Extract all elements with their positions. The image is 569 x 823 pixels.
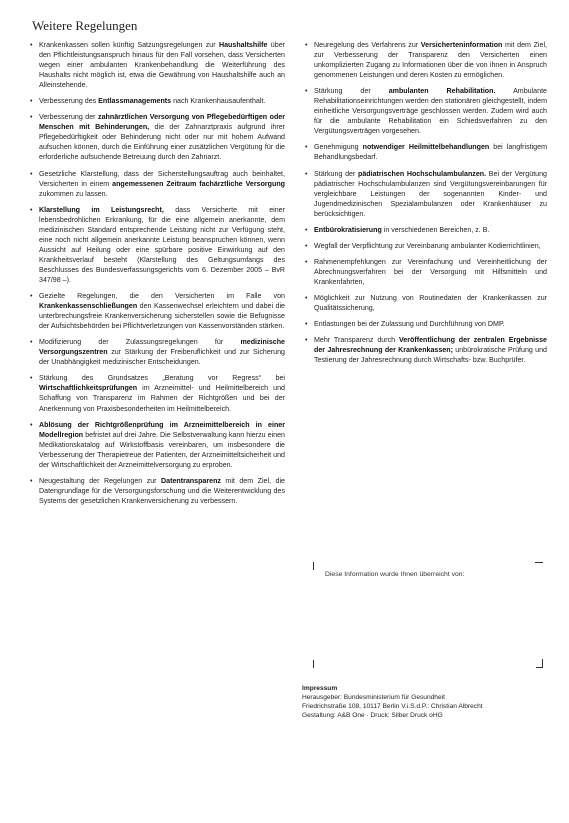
body-text: zukommen zu lassen. [39,189,108,198]
bullet-item [30,476,285,506]
bullet-item [30,373,285,413]
body-text: in verschiedenen Bereichen, z. B. [381,225,490,234]
impressum-address: Friedrichstraße 108, 10117 Berlin V.i.S.d.P.: Christian Albrecht [302,703,483,710]
body-text: Stärkung der [314,169,359,178]
bold-text: medizinische Versorgungszentren [39,338,285,357]
body-text: Gesetzliche Klarstellung, dass der Sicherstellungsauftrag auch beinhaltet, Versicherten in einem [39,169,285,188]
body-text: die der Zahnarztpraxis aufgrund ihrer Pflegebedürftigkeit oder Behinderung nicht oder nur mit hohem Aufwand aufsuchen können, durch die Einführung einer zusätzlichen Vergütung für die erforderliche aufsuchende Betreuung durch den Zahnarzt. [39,123,286,162]
body-text: Krankenkassen sollen künftig Satzungsregelungen zur [39,41,219,49]
body-text: über den Pflichtleistungsanspruch hinaus für den Fall vorsehen, dass Versicherten wegen einer ambulanten Krankenbehandlung die Weiterführung des Haushalts nicht möglich ist, etwa die Gewährung von Haushaltshilfe auch an Alleinstehende. [39,41,286,90]
distributor-label: Diese Information wurde Ihnen überreicht von: [325,571,465,578]
body-text: Ambulante Rehabilitationseinrichtungen werden den stationären gleichgestellt, indem einheitliche Versorgungsverträge geschlossen werden. Zudem wird auch für die ambulante Rehabilitation ein Schiedsverfahren zu den Vergütungsverträgen vorgesehen. [314,87,547,136]
bold-text: ambulanten Rehabilitation. [388,87,496,96]
bold-text: pädiatrischen Hochschulambulanzen. [358,169,487,178]
corner-mark [535,562,543,563]
impressum-heading: Impressum [302,685,338,692]
bold-text: notwendiger Heilmittelbehandlungen [362,143,490,152]
bullet-item [30,291,285,331]
bullet-item [30,337,285,367]
body-text: Gezielte Regelungen, die den Versicherten im Falle von [39,292,285,301]
bold-text: Entbürokratisierung [314,225,382,234]
right-column [305,40,547,371]
left-bullet-list [30,40,285,506]
body-text: Neugestaltung der Regelungen zur [39,476,162,485]
bullet-item [30,40,285,90]
bullet-item [305,169,547,219]
body-text: dass Versicherte mit einer lebensbedrohlichen Erkrankung, für die eine allgemein anerkannte, dem medizinischen Standard entsprechende Leistung nicht zur Verfügung steht, eine noch nicht allgemein anerkannte Leistung beanspruchen können, wenn Aussicht auf Heilung oder eine spürbare positive Einwirkung auf den Krankheitsverlauf besteht (Klarstellung des Geltungsumfangs des Beschlusses des Bundesverfassungsgerichts vom 6. Dezember 2005 – BvR 347/98 –). [39,205,285,284]
body-text: Wegfall der Verpflichtung zur Vereinbarung ambulanter Kodierrichtlinien, [314,241,541,250]
bullet-item [30,96,285,106]
body-text: Genehmigung [314,143,363,152]
body-text: den Kassenwechsel erleichtern und dabei die unterbrechungsfreie Krankenversicherung sicherstellen sowie die Befugnisse der Aufsichtsbehörden bei Pflichtverletzungen von Kassenvorständen stärken. [39,302,285,331]
body-text: Verbesserung der [39,113,99,122]
bold-text: Veröffentlichung der zentralen Ergebnisse der Jahresrechnung der Krankenkassen; [314,336,547,355]
impressum [302,684,542,720]
bullet-item [30,112,285,162]
bold-text: Klarstellung im Leistungsrecht, [39,205,164,214]
body-text: mit dem Ziel, zur Verbesserung der Transparenz den Versicherten einen unkomplizierten Zugang zu Informationen über die von ihnen in Anspruch genommenen Leistungen und deren Kosten zu ermöglichen. [314,41,547,80]
body-text: mit dem Ziel, die Datengrundlage für die Versorgungsforschung und die Weiterentwicklung des Systems der gesetzlichen Krankenversicherung zu verbessern. [39,476,285,505]
body-text: nach Krankenhausaufenthalt. [171,97,266,106]
body-text: Entlastungen bei der Zulassung und Durchführung von DMP. [314,320,505,329]
body-text: unbürokratische Prüfung und Testierung der Jahresrechnung durch Wirtschafts- bzw. Buchprüfer. [314,346,547,365]
bullet-item [305,40,547,80]
bullet-item [30,420,285,470]
distributor-stamp-box [313,562,543,668]
body-text: befristet auf drei Jahre. Die Selbstverwaltung kann hierzu einen Medikationskatalog auf Wirkstoffbasis vereinbaren, um insbesondere die Verbesserung der Therapietreue der Patienten, der Arzneimitteltsicherheit und der Wirtschaftlichkeit der Arzneimittelversorgung zu erproben. [39,430,285,469]
bullet-item [305,257,547,287]
body-text: im Arzneimittel- und Heilmittelbereich und Schaffung von Transparenz im Rahmen der Richtgrößen und bei der Anerkennung von Praxisbesonderheiten im Heilmittelbereich. [39,384,285,413]
body-text: zur Stärkung der Freiberuflichkeit und zur Sicherung der Unabhängigkeit medizinischer Entscheidungen. [39,348,285,367]
corner-mark [536,659,543,668]
bullet-item [305,335,547,365]
bullet-item [305,241,547,251]
body-text: Mehr Transparenz durch [314,336,399,345]
bold-text: Entlassmanagements [98,97,172,106]
bold-text: Ablösung der Richtgrößenprüfung im Arzneimittelbereich in einer Modellregion [39,420,285,439]
bold-text: Versicherteninformation [420,41,503,49]
bold-text: zahnärztlichen Versorgung von Pflegebedürftigen oder Menschen mit Behinderungen, [39,113,285,132]
body-text: Rahmenempfehlungen zur Vereinfachung und Vereinheitlichung der Abrechnungsverfahren bei der Versorgung mit Hilfsmitteln und Krankenfahrten, [314,257,547,286]
left-column [30,40,285,512]
bullet-item [30,205,285,285]
bullet-item [305,319,547,329]
section-title: Weitere Regelungen [32,18,138,33]
bullet-item [30,169,285,199]
body-text: Stärkung des Grundsatzes „Beratung vor Regress“ bei [39,374,285,383]
body-text: Stärkung der [314,87,389,96]
body-text: bei langfristigem Behandlungsbedarf. [314,143,547,162]
impressum-design: Gestaltung: A&B One · Druck: Silber Druck oHG [302,712,443,719]
bold-text: angemessenen Zeitraum fachärztliche Versorgung [112,179,285,188]
body-text: Modifizierung der Zulassungsregelungen für [39,338,241,347]
bullet-item [305,225,547,235]
bold-text: Haushaltshilfe [218,41,268,49]
bullet-item [305,86,547,136]
right-bullet-list [305,40,547,365]
body-text: Möglichkeit zur Nutzung von Routinedaten der Krankenkassen zur Qualitätssicherung, [314,293,547,313]
corner-mark [313,562,320,570]
bold-text: Krankenkassenschließungen [39,302,138,311]
bold-text: Datentransparenz [161,476,221,485]
bold-text: Wirtschaftlichkeitsprüfungen [39,384,138,393]
bullet-item [305,293,547,313]
bullet-item [305,142,547,162]
body-text: Bei der Vergütung pädiatrischer Hochschulambulanzen sind Vergütungsvereinbarungen für vergleichbare Leistungen der sogenannten Kinder- und Jugendmedizinischen Spezialambulanzen oder Krankenhäuser zu berücksichtigen. [314,169,547,218]
body-text: Neuregelung des Verfahrens zur [314,41,421,49]
corner-mark [313,660,320,668]
body-text: Verbesserung des [39,97,99,106]
impressum-publisher: Herausgeber: Bundesministerium für Gesundheit [302,694,445,701]
